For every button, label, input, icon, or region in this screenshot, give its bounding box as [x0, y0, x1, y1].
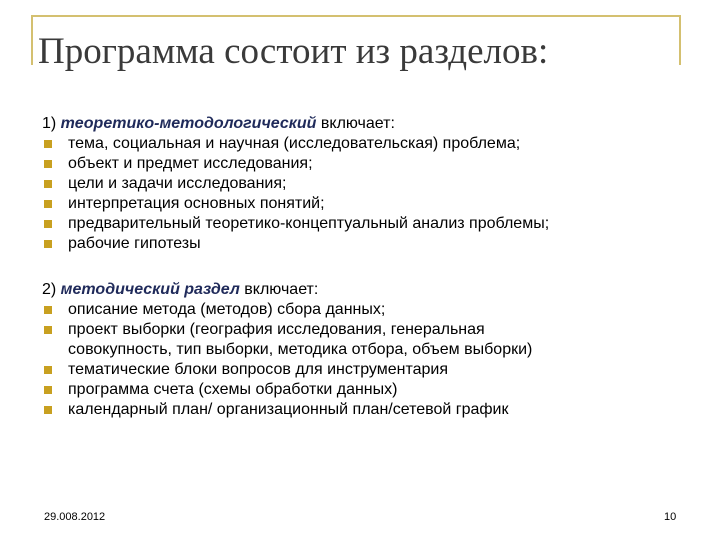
list-item [42, 234, 692, 254]
list-item-text-line-2: совокупность, тип выборки, методика отбора, объем выборки) [68, 341, 533, 358]
list-item-text-line-1: проект выборки (география исследования, генеральная [68, 321, 485, 338]
bullet-square-icon [44, 326, 52, 334]
list-item-text: объект и предмет исследования; [68, 155, 313, 172]
page-number: 10 [664, 511, 677, 523]
list-item [42, 174, 692, 194]
list-item [42, 360, 692, 380]
section-2-list [42, 300, 692, 420]
bullet-square-icon [44, 406, 52, 414]
list-item [42, 380, 692, 400]
bullet-square-icon [44, 306, 52, 314]
section-2-suffix: включает: [239, 281, 319, 298]
list-item-text: тема, социальная и научная (исследовательская) проблема; [68, 135, 521, 152]
section-1-list [42, 134, 692, 254]
list-item-text: программа счета (схемы обработки данных) [68, 381, 398, 398]
frame-right-border [679, 15, 681, 65]
section-1-emphasis: теоретико-методологический [60, 115, 317, 132]
section-2-emphasis: методический раздел [60, 281, 240, 298]
frame-top-border [31, 15, 681, 17]
bullet-square-icon [44, 160, 52, 168]
footer-date: 29.008.2012 [44, 511, 106, 523]
bullet-square-icon [44, 366, 52, 374]
list-item [42, 300, 692, 320]
list-item [42, 194, 692, 214]
section-spacer [42, 254, 692, 280]
list-item-text: календарный план/ организационный план/сетевой график [68, 401, 509, 418]
list-item [42, 134, 692, 154]
bullet-square-icon [44, 220, 52, 228]
list-item [42, 214, 692, 234]
list-item [42, 154, 692, 174]
list-item-text: цели и задачи исследования; [68, 175, 287, 192]
bullet-square-icon [44, 200, 52, 208]
section-2-prefix: 2) [42, 281, 61, 298]
list-item-text: рабочие гипотезы [68, 235, 201, 252]
section-1-heading [42, 114, 692, 134]
list-item-text: тематические блоки вопросов для инструментария [68, 361, 449, 378]
slide-content [42, 114, 692, 420]
list-item [42, 400, 692, 420]
frame-left-border [31, 15, 33, 65]
bullet-square-icon [44, 140, 52, 148]
bullet-square-icon [44, 386, 52, 394]
section-2-heading [42, 280, 692, 300]
list-item-text: описание метода (методов) сбора данных; [68, 301, 386, 318]
section-1-suffix: включает: [316, 115, 395, 132]
list-item [42, 320, 692, 360]
section-1-prefix: 1) [42, 115, 61, 132]
slide-title: Программа состоит из разделов: [38, 31, 549, 72]
list-item-text: интерпретация основных понятий; [68, 195, 325, 212]
list-item-text: предварительный теоретико-концептуальный анализ проблемы; [68, 215, 550, 232]
bullet-square-icon [44, 240, 52, 248]
bullet-square-icon [44, 180, 52, 188]
